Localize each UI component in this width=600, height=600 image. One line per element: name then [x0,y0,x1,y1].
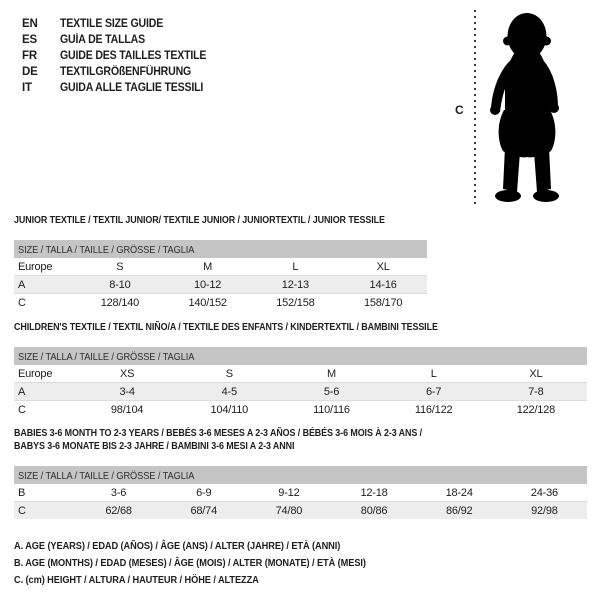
row-label: A [18,385,26,398]
size-cell: 68/74 [190,504,217,517]
size-cell: 9-12 [278,486,300,499]
size-cell: 116/122 [414,403,453,416]
language-code: FR [22,50,37,62]
size-cell: S [116,260,124,273]
table-row [14,294,427,312]
size-cell: 18-24 [445,486,473,499]
language-code: EN [22,18,38,30]
size-cell: 8-10 [109,278,131,291]
size-header-text: SIZE / TALLA / TAILLE / GRÖSSE / TAGLIA [18,351,195,363]
language-label: GUÍA DE TALLAS [60,34,145,46]
size-header-text: SIZE / TALLA / TAILLE / GRÖSSE / TAGLIA [18,244,195,256]
size-table [14,240,427,311]
size-cell: 12-18 [360,486,388,499]
size-table [14,466,587,519]
size-cell: 74/80 [275,504,303,517]
language-code: ES [22,34,37,46]
size-cell: 14-16 [369,278,397,291]
size-cell: M [203,260,213,273]
size-cell: 98/104 [110,403,144,416]
size-cell: 10-12 [194,278,222,291]
row-label: C [18,296,26,309]
size-cell: 12-13 [281,278,309,291]
table-row [14,365,587,383]
legend-line [14,538,414,555]
language-row [22,48,219,64]
size-cell: 122/128 [516,403,556,416]
row-label: B [18,486,26,499]
table-row [14,484,587,502]
size-cell: S [225,367,233,380]
size-cell: 110/116 [313,403,350,416]
row-label: Europe [18,367,53,380]
size-cell: 158/170 [363,296,403,309]
section-title [14,321,587,334]
table-row [14,258,427,276]
size-cell: 140/152 [188,296,227,309]
size-cell: L [292,260,299,273]
size-table-section [14,214,450,311]
size-cell: XL [529,367,543,380]
size-cell: 4-5 [221,385,237,398]
size-cell: 3-6 [110,486,127,499]
section-title-line: BABYS 3-6 MONATE BIS 2-3 JAHRE / BAMBINI 3-6 MESI A 2-3 ANNI [14,440,295,452]
size-cell: 80/86 [360,504,388,517]
height-measure-label: C [455,103,464,117]
size-cell: 104/110 [210,403,249,416]
size-table [14,347,587,418]
language-label: TEXTILE SIZE GUIDE [60,18,164,30]
size-cell: M [326,367,336,380]
table-row [14,383,587,401]
language-row [22,32,219,48]
language-label: GUIDA ALLE TAGLIE TESSILI [60,82,204,94]
size-cell: XS [119,367,135,380]
size-cell: 24-36 [530,486,558,499]
size-header-bar [14,466,587,484]
row-label: C [18,504,26,517]
language-code: DE [22,66,38,78]
size-header-text: SIZE / TALLA / TAILLE / GRÖSSE / TAGLIA [18,470,195,482]
row-label: C [18,403,26,416]
section-title-line: JUNIOR TEXTILE / TEXTIL JUNIOR/ TEXTILE JUNIOR / JUNIORTEXTIL / JUNIOR TESSILE [14,214,385,226]
language-label: GUIDE DES TAILLES TEXTILE [60,50,207,62]
measurement-legend [14,538,414,589]
size-cell: 7-8 [528,385,544,398]
legend-line [14,572,414,589]
row-label: Europe [18,260,53,273]
height-measure-line [474,10,476,206]
language-label: TEXTILGRÖßENFÜHRUNG [60,66,192,78]
section-title [14,427,587,453]
section-title-line: CHILDREN'S TEXTILE / TEXTIL NIÑO/A / TEXTILE DES ENFANTS / KINDERTEXTIL / BAMBINI TESSILE [14,321,438,333]
language-row [22,16,219,32]
size-table-section [14,427,587,519]
size-cell: 6-7 [426,385,442,398]
size-cell: 86/92 [445,504,473,517]
size-cell: 128/140 [100,296,140,309]
language-row [22,80,219,96]
section-title-line: BABIES 3-6 MONTH TO 2-3 YEARS / BEBÉS 3-6 MESES A 2-3 AÑOS / BÉBÉS 3-6 MOIS À 2-3 ANS / [14,427,423,439]
language-row [22,64,219,80]
legend-text: B. AGE (MONTHS) / EDAD (MESES) / ÂGE (MOIS) / ALTER (MONATE) / ETÀ (MESI) [14,557,366,569]
row-label: A [18,278,26,291]
size-cell: 3-4 [119,385,135,398]
size-cell: L [430,367,437,380]
legend-text: C. (cm) HEIGHT / ALTURA / HAUTEUR / HÖHE / ALTEZZA [14,574,259,586]
legend-line [14,555,414,572]
baby-silhouette-icon [486,10,568,206]
size-cell: XL [376,260,390,273]
size-cell: 5-6 [323,385,340,398]
table-row [14,276,427,294]
size-cell: 92/98 [531,504,558,517]
size-header-bar [14,240,427,258]
size-table-section [14,321,587,418]
size-header-bar [14,347,587,365]
size-cell: 6-9 [196,486,212,499]
language-list [22,16,219,96]
table-row [14,401,587,419]
table-row [14,502,587,520]
legend-text: A. AGE (YEARS) / EDAD (AÑOS) / ÂGE (ANS) / ALTER (JAHRE) / ETÀ (ANNI) [14,540,341,552]
size-cell: 62/68 [105,504,132,517]
section-title [14,214,450,227]
language-code: IT [22,82,32,94]
size-cell: 152/158 [276,296,315,309]
